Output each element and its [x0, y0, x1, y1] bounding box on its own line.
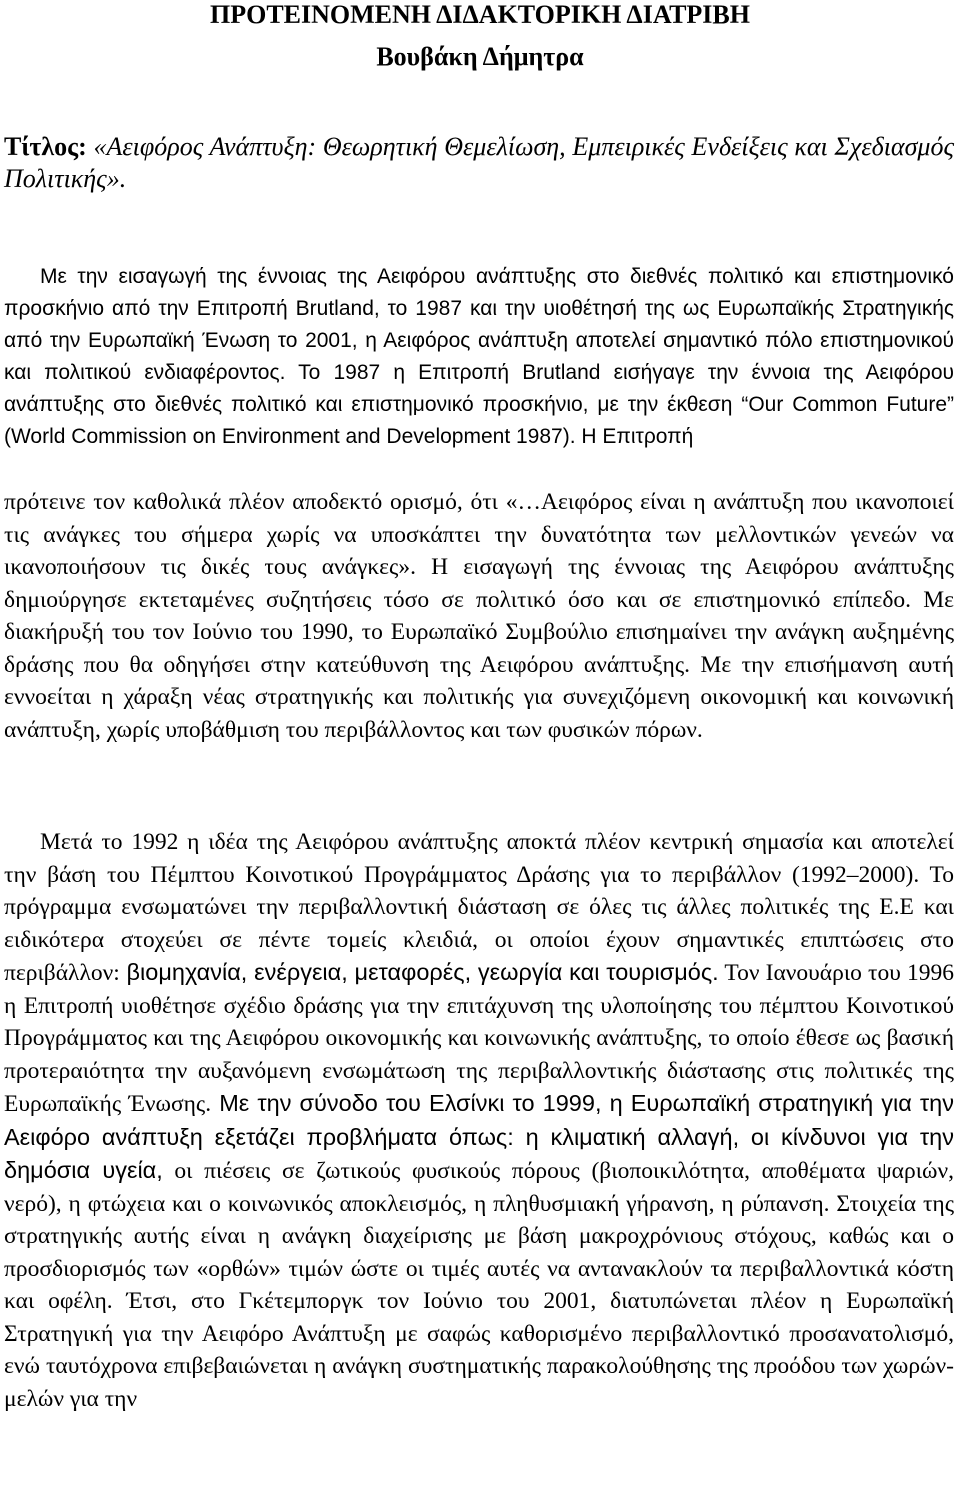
- paragraph-2-part-d: Με την σύνοδο του Ελσίνκι το 1999, η Ευρωπαϊκή στρατηγική για την Αειφόρο ανάπτυξη εξετάζει προβλήματα όπως: η κλιματική αλλαγή, οι κίνδυνοι για την δημόσια υγεία,: [4, 1090, 954, 1183]
- title-label: Τίτλος:: [4, 132, 87, 161]
- paragraph-2-part-e: οι πιέσεις σε ζωτικούς φυσικούς πόρους (βιοποικιλότητα, αποθέματα ψαριών, νερό), η φτώχεια και ο κοινωνικός αποκλεισμός, η πληθυσμιακή γήρανση, η ρύπανση. Στοιχεία της στρατηγικής αυτής είναι η ανάγκη διαχείρισης με βάση μακροχρόνιους στόχους, καθώς και ο προσδιορισμός των «ορθών» τιμών ώστε οι τιμές αυτές να αντανακλούν τα περιβαλλοντικά κόστη και οφέλη. Έτσι, στο Γκέτεμποργκ τον Ιούνιο του 2001, διατυπώνεται πλέον η Ευρωπαϊκή Στρατηγική για την Αειφόρο Ανάπτυξη με σαφώς καθορισμένο περιβαλλοντικό προσανατολισμό, ενώ ταυτόχρονα επιβεβαιώνεται η ανάγκη συστηματικής παρακολούθησης της προόδου των χωρών-μελών για την: [4, 1158, 954, 1412]
- paragraph-1-serif: πρότεινε τον καθολικά πλέον αποδεκτό ορισμό, ότι «…Αειφόρος είναι η ανάπτυξη που ικανοποιεί τις ανάγκες του σήμερα χωρίς να υποσκάπτει την δυνατότητα των μελλοντικών γενεών να ικανοποιήσουν τις δικές τους ανάγκες». Η εισαγωγή της έννοιας της Αειφόρου ανάπτυξης δημιούργησε εκτεταμένες συζητήσεις τόσο σε πολιτικό όσο και σε επιστημονικό επίπεδο. Με διακήρυξή του τον Ιούνιο του 1990, το Ευρωπαϊκό Συμβούλιο επισημαίνει την ανάγκη αυξημένης δράσης που θα οδηγήσει στην κατεύθυνση της Αειφόρου ανάπτυξης. Με την επισήμανση αυτή εννοείται η χάραξη νέας στρατηγικής και πολιτικής για συνεχιζόμενη οικονομική και κοινωνική ανάπτυξη, χωρίς υποβάθμιση του περιβάλλοντος και των φυσικών πόρων.: [4, 489, 954, 743]
- paragraph-2: [4, 826, 954, 1415]
- paragraph-2-part-b: βιομηχανία, ενέργεια, μεταφορές, γεωργία και τουρισμός.: [119, 959, 719, 985]
- paragraph-2-part-a: Μετά το 1992 η ιδέα της Αειφόρου ανάπτυξης αποκτά πλέον κεντρική σημασία και αποτελεί την βάση του Πέμπτου Κοινοτικού Προγράμματος Δράσης για το περιβάλλον (1992–2000). Το πρόγραμμα ενσωματώνει την περιβαλλοντική διάσταση σε όλες τις άλλες πολιτικές της Ε.Ε και ειδικότερα στοχεύει σε πέντε τομείς κλειδιά, οι οποίοι έχουν σημαντικές επιπτώσεις στο περιβάλλον:: [4, 829, 954, 986]
- author-name: Βουβάκη Δήμητρα: [376, 42, 584, 71]
- thesis-title: [4, 131, 954, 195]
- title-text: «Αειφόρος Ανάπτυξη: Θεωρητική Θεμελίωση, Εμπειρικές Ενδείξεις και Σχεδιασμός Πολιτικής».: [4, 132, 954, 193]
- paragraph-2-part-c: Τον Ιανουάριο του 1996 η Επιτροπή υιοθέτησε σχέδιο δράσης για την επιτάχυνση της υλοποίησης του πέμπτου Κοινοτικού Προγράμματος και της Αειφόρου οικονομικής και κοινωνικής ανάπτυξης, το οποίο έθεσε ως βασική προτεραιότητα την αυξανόμενη ενσωμάτωση της περιβαλλοντικής διάστασης στις πολιτικές της Ευρωπαϊκής Ένωσης.: [4, 960, 955, 1117]
- paragraph-1-sans: Με την εισαγωγή της έννοιας της Αειφόρου ανάπτυξης στο διεθνές πολιτικό και επιστημονικό προσκήνιο από την Επιτροπή Brutland, το 1987 και την υιοθέτησή της ως Ευρωπαϊκής Στρατηγικής από την Ευρωπαϊκή Ένωση το 2001, η Αειφόρος ανάπτυξη αποτελεί σημαντικό πόλο επιστημονικού και πολιτικού ενδιαφέροντος. Το 1987 η Επιτροπή Brutland εισήγαγε την έννοια της Αειφόρου ανάπτυξης στο διεθνές πολιτικό και επιστημονικό προσκήνιο, με την έκθεση “Our Common Future” (World Commission on Environment and Development 1987). Η Επιτροπή: [4, 265, 954, 448]
- document-heading: ΠΡΟΤΕΙΝΟΜΕΝΗ ΔΙΔΑΚΤΟΡΙΚΗ ΔΙΑΤΡΙΒΗ: [210, 0, 750, 29]
